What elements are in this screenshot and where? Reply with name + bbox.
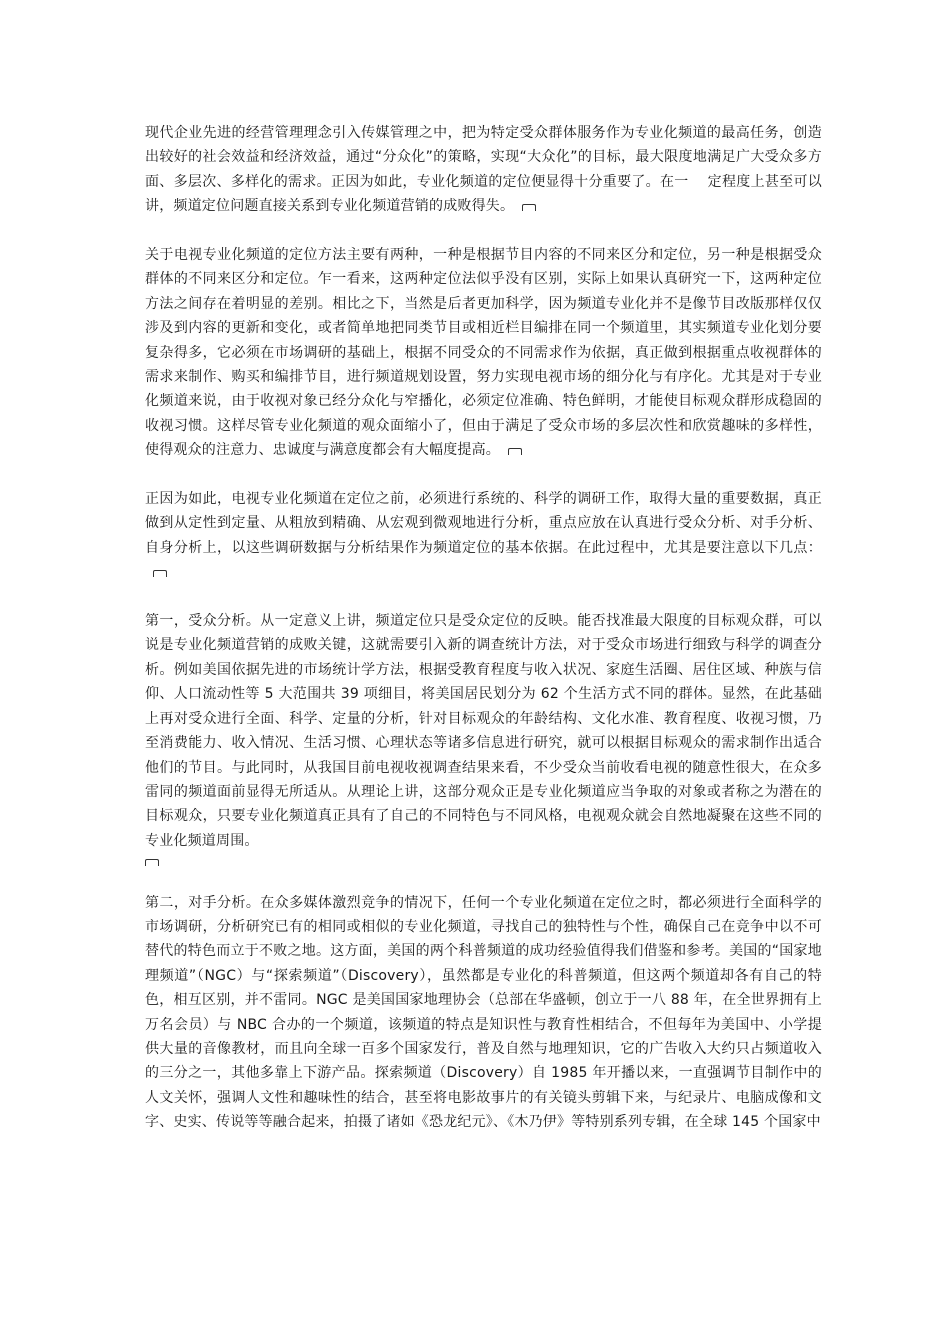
paragraph-2-text: 关于电视专业化频道的定位方法主要有两种，一种是根据节目内容的不同来区分和定位，另一种是根据受众群体的不同来区分和定位。乍一看来，这两种定位法似乎没有区别，实际上如果认真研究一下，这两种定位方法之间存在着明显的差别。相比之下，当然是后者更加科学，因为频道专业化并不是像节目改版那样仅仅涉及到内容的更新和变化，或者简单地把同类节目或相近栏目编排在同一个频道里，其实频道专业化划分要复杂得多，它必须在市场调研的基础上，根据不同受众的不同需求作为依据，真正做到根据重点收视群体的需求来制作、购买和编排节目，进行频道规划设置，努力实现电视市场的细分化与有序化。尤其是对于专业化频道来说，由于收视对象已经分众化与窄播化，必须定位准确、特色鲜明，才能使目标观众群形成稳固的收视习惯。这样尽管专业化频道的观众面缩小了，但由于满足了受众市场的多层次性和欣赏趣味的多样性，使得观众的注意力、忠诚度与满意度都会有大幅度提高。 [145, 247, 822, 459]
paragraph-1 [145, 121, 822, 219]
paragraph-3 [145, 487, 822, 585]
paragraph-mark-icon [153, 570, 167, 577]
paragraph-mark-icon [508, 448, 522, 455]
paragraph-2 [145, 243, 822, 463]
paragraph-1-text: 现代企业先进的经营管理理念引入传媒管理之中，把为特定受众群体服务作为专业化频道的最高任务，创造出较好的社会效益和经济效益，通过“分众化”的策略，实现“大众化”的目标，最大限度地满足广大受众多方面、多层次、多样化的需求。正因为如此，专业化频道的定位便显得十分重要了。在一 定程度上甚至可以讲，频道定位问题直接关系到专业化频道营销的成败得失。 [145, 125, 822, 215]
paragraph-5-text: 第二，对手分析。在众多媒体激烈竞争的情况下，任何一个专业化频道在定位之时，都必须进行全面科学的市场调研，分析研究已有的相同或相似的专业化频道，寻找自己的独特性与个性，确保自己在竞争中以不可替代的特色而立于不败之地。这方面，美国的两个科普频道的成功经验值得我们借鉴和参考。美国的“国家地理频道”（NGC）与“探索频道”（Discovery），虽然都是专业化的科普频道，但这两个频道却各有自己的特色，相互区别，并不雷同。NGC 是美国国家地理协会（总部在华盛顿，创立于一八 88 年，在全世界拥有上万名会员）与 NBC 合办的一个频道，该频道的特点是知识性与教育性相结合，不但每年为美国中、小学提供大量的音像教材，而且向全球一百多个国家发行，普及自然与地理知识，它的广告收入大约只占频道收入的三分之一，其他多靠上下游产品。探索频道（Discovery）自 1985 年开播以来，一直强调节目制作中的人文关怀，强调人文性和趣味性的结合，甚至将电影故事片的有关镜头剪辑下来，与纪录片、电脑成像和文字、史实、传说等等融合起来，拍摄了诸如《恐龙纪元》、《木乃伊》等特别系列专辑，在全球 145 个国家中 [145, 894, 822, 1131]
paragraph-mark-icon [522, 204, 536, 211]
paragraph-4 [145, 609, 822, 866]
paragraph-5 [145, 891, 822, 1135]
document-page [145, 121, 822, 1159]
paragraph-mark-icon [145, 859, 159, 866]
paragraph-4-text: 第一，受众分析。从一定意义上讲，频道定位只是受众定位的反映。能否找准最大限度的目标观众群，可以说是专业化频道营销的成败关键，这就需要引入新的调查统计方法，对于受众市场进行细致与科学的调查分析。例如美国依据先进的市场统计学方法，根据受教育程度与收入状况、家庭生活圈、居住区域、种族与信仰、人口流动性等 5 大范围共 39 项细目，将美国居民划分为 62 个生活方式不同的群体。显然，在此基础上再对受众进行全面、科学、定量的分析，针对目标观众的年龄结构、文化水准、教育程度、收视习惯，乃至消费能力、收入情况、生活习惯、心理状态等诸多信息进行研究，就可以根据目标观众的需求制作出适合他们的节目。与此同时，从我国目前电视收视调查结果来看，不少受众当前收看电视的随意性很大，在众多雷同的频道面前显得无所适从。从理论上讲，这部分观众正是专业化频道应当争取的对象或者称之为潜在的目标观众，只要专业化频道真正具有了自己的不同特色与不同风格，电视观众就会自然地凝聚在这些不同的专业化频道周围。 [145, 613, 822, 849]
paragraph-3-text: 正因为如此，电视专业化频道在定位之前，必须进行系统的、科学的调研工作，取得大量的重要数据，真正做到从定性到定量、从粗放到精确、从宏观到微观地进行分析，重点应放在认真进行受众分析、对手分析、自身分析上，以这些调研数据与分析结果作为频道定位的基本依据。在此过程中，尤其是要注意以下几点： [145, 491, 822, 556]
